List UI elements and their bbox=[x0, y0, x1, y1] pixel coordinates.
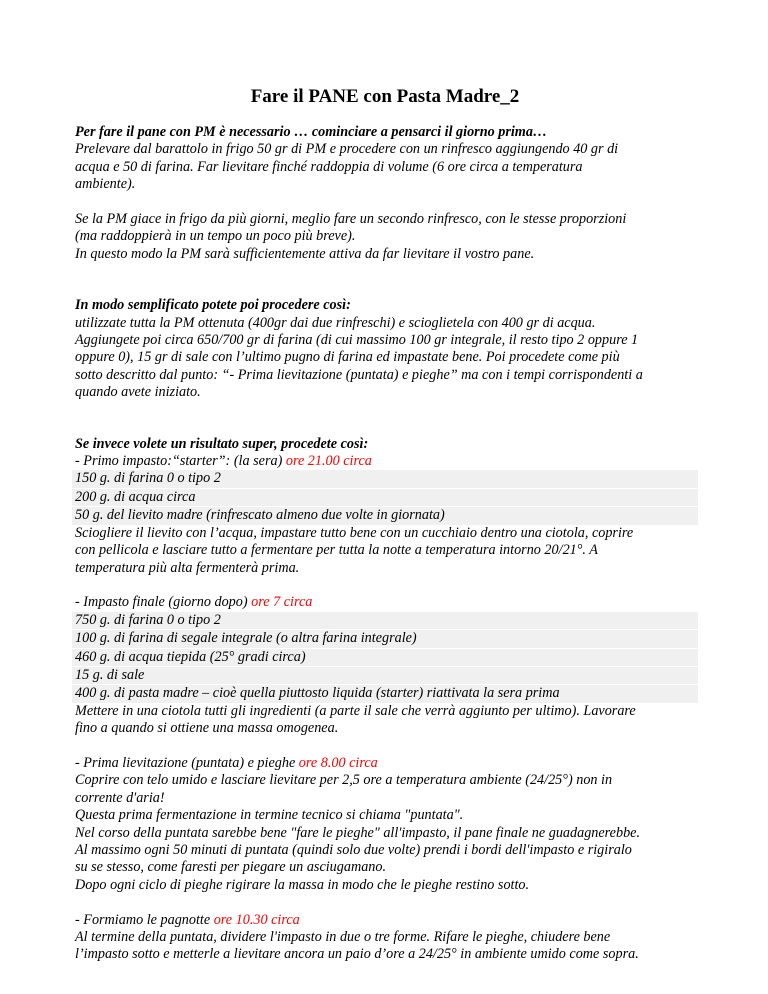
step1-line: con pellicola e lasciare tutto a fermentare per tutta la notte a temperatura intorno 20/21°. A bbox=[75, 542, 598, 559]
step3-line: Dopo ogni ciclo di pieghe rigirare la massa in modo che le pieghe restino sotto. bbox=[75, 876, 530, 893]
ingredient-row: 15 g. di sale bbox=[72, 667, 698, 685]
step2-line: fino a quando si ottiene una massa omogenea. bbox=[75, 720, 339, 737]
simple-line: Aggiungete poi circa 650/700 gr di farina (di cui massimo 100 gr integrale, il resto tipo 2 oppure 1 bbox=[75, 332, 639, 349]
step2-label: - Impasto finale (giorno dopo) bbox=[75, 594, 252, 611]
step1-line: temperatura più alta fermenterà prima. bbox=[75, 559, 300, 576]
step4-label: - Formiamo le pagnotte bbox=[75, 911, 214, 928]
intro-line: acqua e 50 di farina. Far lievitare finché raddoppia di volume (6 ore circa a temperatura bbox=[75, 158, 583, 175]
step2-line: Mettere in una ciotola tutti gli ingredienti (a parte il sale che verrà aggiunto per ultimo). Lavorare bbox=[75, 702, 636, 719]
simple-line: quando avete iniziato. bbox=[75, 384, 201, 401]
intro-section bbox=[75, 124, 695, 194]
step3-line: Questa prima fermentazione in termine tecnico si chiama "puntata". bbox=[75, 807, 464, 824]
document-title: Fare il PANE con Pasta Madre_2 bbox=[250, 86, 520, 107]
step1-title bbox=[75, 453, 695, 470]
step3-time: ore 8.00 circa bbox=[298, 754, 378, 771]
intro-line: Prelevare dal barattolo in frigo 50 gr di PM e procedere con un rinfresco aggiungendo 40 gr di bbox=[75, 141, 619, 158]
step3-line: su se stesso, come faresti per piegare un asciugamano. bbox=[75, 859, 387, 876]
intro-heading: Per fare il pane con PM è necessario … cominciare a pensarci il giorno prima… bbox=[75, 124, 548, 140]
note-line: Se la PM giace in frigo da più giorni, meglio fare un secondo rinfresco, con le stesse proporzioni bbox=[75, 211, 627, 228]
step3-label: - Prima lievitazione (puntata) e pieghe bbox=[75, 754, 299, 771]
intro-line: ambiente). bbox=[75, 176, 136, 193]
spacer bbox=[75, 894, 695, 911]
step4-title bbox=[75, 912, 695, 929]
step2-title bbox=[75, 594, 695, 611]
ingredient-row: 460 g. di acqua tiepida (25° gradi circa) bbox=[72, 649, 698, 667]
note-section bbox=[75, 211, 695, 263]
step1-label: - Primo impasto:“starter”: (la sera) bbox=[75, 453, 286, 470]
step3-title bbox=[75, 755, 695, 772]
simple-heading: In modo semplificato potete poi procedere così: bbox=[75, 297, 351, 314]
spacer bbox=[75, 263, 695, 297]
ingredient-row: 100 g. di farina di segale integrale (o altra farina integrale) bbox=[72, 630, 698, 648]
spacer bbox=[75, 738, 695, 755]
step3-line: corrente d'aria! bbox=[75, 789, 165, 806]
super-section bbox=[75, 436, 695, 964]
step1-line: Sciogliere il lievito con l’acqua, impastare tutto bene con un cucchiaio dentro una ciotola, coprire bbox=[75, 524, 634, 541]
step2-time: ore 7 circa bbox=[251, 594, 313, 611]
ingredient-row: 750 g. di farina 0 o tipo 2 bbox=[72, 612, 698, 630]
spacer bbox=[75, 577, 695, 594]
note-line: In questo modo la PM sarà sufficientemente attiva da far lievitare il vostro pane. bbox=[75, 245, 535, 262]
step3-line: Nel corso della puntata sarebbe bene "fare le pieghe" all'impasto, il pane finale ne guadagnerebbe. bbox=[75, 824, 641, 841]
note-line: (ma raddoppierà in un tempo un poco più breve). bbox=[75, 228, 356, 245]
step4-line: l’impasto sotto e metterle a lievitare ancora un paio d’ore a 24/25° in ambiente umido come sopra. bbox=[75, 946, 639, 963]
simple-line: oppure 0), 15 gr di sale con l’ultimo pugno di farina ed impastate bene. Poi procedete come più bbox=[75, 349, 620, 366]
ingredient-row: 150 g. di farina 0 o tipo 2 bbox=[72, 470, 698, 488]
document-page bbox=[75, 86, 695, 964]
step1-time: ore 21.00 circa bbox=[285, 453, 372, 470]
ingredient-row: 400 g. di pasta madre – cioè quella piuttosto liquida (starter) riattivata la sera prima bbox=[72, 685, 698, 702]
step3-line: Coprire con telo umido e lasciare lievitare per 2,5 ore a temperatura ambiente (24/25°) non in bbox=[75, 772, 613, 789]
simple-section bbox=[75, 297, 695, 401]
step3-line: Al massimo ogni 50 minuti di puntata (quindi solo due volte) prendi i bordi dell'impasto e rigiralo bbox=[75, 841, 632, 858]
super-heading: Se invece volete un risultato super, procedete così: bbox=[75, 435, 369, 452]
step4-line: Al termine della puntata, dividere l'impasto in due o tre forme. Rifare le pieghe, chiudere bene bbox=[75, 929, 611, 945]
simple-line: sotto descritto dal punto: “- Prima lievitazione (puntata) e pieghe” ma con i tempi corrispondenti a bbox=[75, 366, 643, 383]
spacer bbox=[75, 194, 695, 211]
ingredient-row: 200 g. di acqua circa bbox=[72, 489, 698, 507]
step4-time: ore 10.30 circa bbox=[213, 911, 300, 928]
ingredient-row: 50 g. del lievito madre (rinfrescato almeno due volte in giornata) bbox=[72, 507, 698, 524]
simple-line: utilizzate tutta la PM ottenuta (400gr dai due rinfreschi) e scioglietela con 400 gr di acqua. bbox=[75, 314, 596, 331]
spacer bbox=[75, 402, 695, 436]
